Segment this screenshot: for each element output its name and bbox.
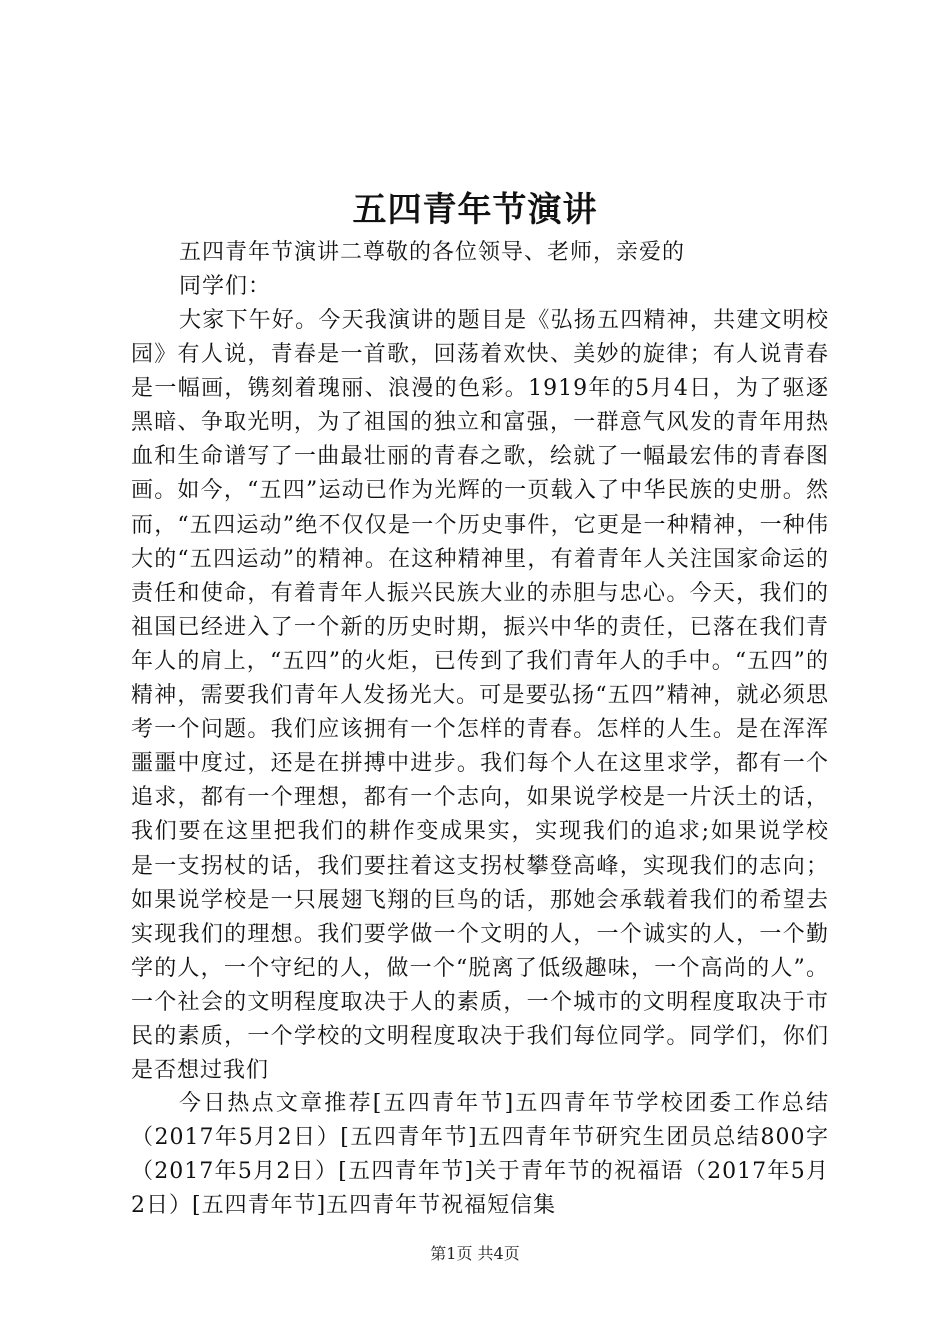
body-paragraph: 大家下午好。今天我演讲的题目是《弘扬五四精神，共建文明校园》有人说，青春是一首歌，回荡着欢快、美妙的旋律；有人说青春是一幅画，镌刻着瑰丽、浪漫的色彩。1919年的5月4日，为了驱逐黑暗、争取光明，为了祖国的独立和富强，一群意气风发的青年用热血和生命谱写了一曲最壮丽的青春之歌，绘就了一幅最宏伟的青春图画。如今，“五四”运动已作为光辉的一页载入了中华民族的史册。然而，“五四运动”绝不仅仅是一个历史事件，它更是一种精神，一种伟大的“五四运动”的精神。在这种精神里，有着青年人关注国家命运的责任和使命，有着青年人振兴民族大业的赤胆与忠心。今天，我们的祖国已经进入了一个新的历史时期，振兴中华的责任，已落在我们青年人的肩上，“五四”的火炬，已传到了我们青年人的手中。“五四”的精神，需要我们青年人发扬光大。可是要弘扬“五四”精神，就必须思考一个问题。我们应该拥有一个怎样的青春。怎样的人生。是在浑浑噩噩中度过，还是在拼搏中进步。我们每个人在这里求学，都有一个追求，都有一个理想，都有一个志向，如果说学校是一片沃土的话，我们要在这里把我们的耕作变成果实，实现我们的追求;如果说学校是一支拐杖的话，我们要拄着这支拐杖攀登高峰，实现我们的志向；如果说学校是一只展翅飞翔的巨鸟的话，那她会承载着我们的希望去实现我们的理想。我们要学做一个文明的人，一个诚实的人，一个勤学的人，一个守纪的人，做一个“脱离了低级趣味，一个高尚的人”。一个社会的文明程度取决于人的素质，一个城市的文明程度取决于市民的素质，一个学校的文明程度取决于我们每位同学。同学们，你们是否想过我们 (131, 308, 829, 1084)
intro-paragraph (131, 236, 731, 304)
document-title: 五四青年节演讲 (352, 190, 598, 230)
page-footer: 第1页 共4页 (430, 1244, 520, 1263)
intro-line-1: 五四青年节演讲二尊敬的各位领导、老师，亲爱的 (179, 240, 686, 265)
recommended-articles-paragraph: 今日热点文章推荐[五四青年节]五四青年节学校团委工作总结（2017年5月2日）[五四青年节]五四青年节研究生团员总结800字（2017年5月2日）[五四青年节]关于青年节的祝福语（2017年5月2日）[五四青年节]五四青年节祝福短信集 (131, 1091, 829, 1219)
intro-line-2: 同学们： (179, 274, 272, 300)
